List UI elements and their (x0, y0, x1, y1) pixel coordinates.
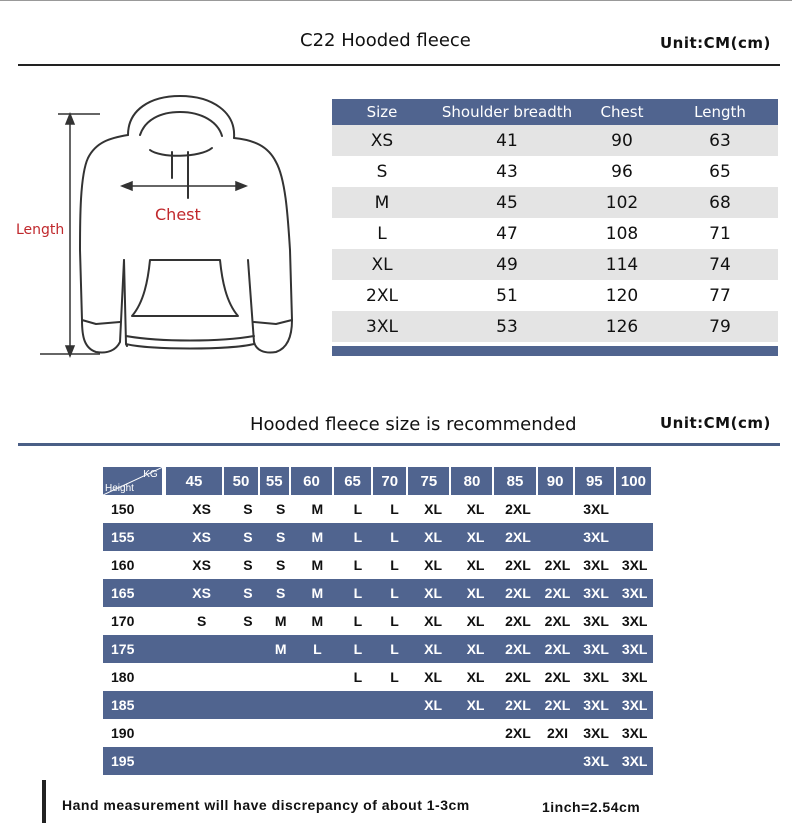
size-cell: 2XL (544, 641, 571, 657)
size-cell: M (311, 557, 324, 573)
size-cell: S (243, 613, 253, 629)
cell-shoulder: 53 (496, 316, 518, 337)
size-cell: L (353, 501, 363, 517)
cell-size: 3XL (366, 316, 398, 337)
size-cell: XL (424, 697, 443, 713)
chest-label: Chest (155, 205, 201, 224)
measurement-note: Hand measurement will have discrepancy of about 1-3cm (62, 797, 470, 813)
cell-size: L (377, 223, 387, 244)
size-cell: XL (466, 697, 485, 713)
size-cell: XS (192, 557, 211, 573)
height-label: 175 (111, 641, 135, 657)
recommend-grid-header (103, 467, 653, 495)
weight-header: 55 (260, 467, 289, 495)
corner-height-label: Height (105, 483, 134, 494)
size-cell: 2XL (544, 697, 571, 713)
size-cell: 2XL (505, 501, 531, 517)
size-cell: XL (424, 669, 443, 685)
size-cell: 3XL (583, 641, 609, 657)
size-cell: M (274, 613, 287, 629)
size-cell: M (311, 529, 324, 545)
grid-corner-cell (103, 467, 162, 495)
size-cell: XL (466, 669, 485, 685)
size-cell: XL (466, 641, 485, 657)
header-size: Size (366, 103, 398, 121)
table-row (103, 523, 653, 551)
height-label: 165 (111, 585, 135, 601)
size-cell: 2XL (505, 613, 531, 629)
weight-header: 85 (494, 467, 535, 495)
weight-header: 95 (575, 467, 614, 495)
footer-accent-bar (42, 780, 46, 823)
size-cell: L (390, 585, 399, 601)
weight-header: 45 (166, 467, 223, 495)
cell-chest: 126 (605, 316, 639, 337)
size-cell: M (274, 641, 287, 657)
size-cell: 3XL (621, 753, 648, 769)
weight-header: 75 (408, 467, 449, 495)
length-label: Length (16, 222, 65, 238)
size-cell: 3XL (583, 753, 609, 769)
size-cell: 2XL (505, 641, 531, 657)
size-cell: M (311, 585, 324, 601)
size-cell: L (390, 641, 399, 657)
size-cell: 2XL (544, 669, 571, 685)
table-row (103, 495, 653, 523)
size-cell: XL (424, 585, 443, 601)
size-cell: 3XL (583, 529, 609, 545)
cell-chest: 90 (611, 130, 633, 151)
size-cell: L (353, 613, 363, 629)
height-label: 190 (111, 725, 135, 741)
cell-shoulder: 45 (496, 192, 518, 213)
size-cell: 2XL (505, 697, 531, 713)
size-cell: 3XL (621, 557, 648, 573)
header-length: Length (694, 103, 746, 121)
cell-chest: 120 (605, 285, 639, 306)
cell-size: XL (371, 254, 393, 275)
size-cell: XL (424, 641, 443, 657)
size-chart-title: C22 Hooded fleece (300, 30, 471, 51)
weight-header: 70 (373, 467, 406, 495)
table-row (103, 551, 653, 579)
size-cell: XS (192, 501, 211, 517)
size-cell: L (353, 669, 363, 685)
size-cell: S (276, 501, 286, 517)
size-table-header (332, 99, 778, 125)
table-row (103, 691, 653, 719)
size-cell: S (276, 529, 286, 545)
size-cell: L (390, 529, 399, 545)
size-cell: 2XL (505, 557, 531, 573)
table-row (103, 579, 653, 607)
size-cell: L (353, 529, 363, 545)
recommend-grid-body (103, 495, 653, 775)
height-label: 160 (111, 557, 135, 573)
size-cell: XL (424, 613, 443, 629)
size-table (332, 99, 778, 356)
size-cell: 3XL (621, 725, 648, 741)
size-cell: 2XI (547, 725, 569, 741)
recommend-divider (18, 443, 780, 446)
size-cell: L (353, 557, 363, 573)
size-cell: XL (466, 585, 485, 601)
size-cell: 2XL (505, 669, 531, 685)
size-cell: 2XL (544, 613, 571, 629)
size-cell: S (196, 613, 207, 629)
size-cell: 3XL (583, 501, 609, 517)
height-label: 185 (111, 697, 135, 713)
size-cell: L (390, 669, 399, 685)
weight-header: 100 (616, 467, 651, 495)
size-cell: M (311, 501, 324, 517)
cell-chest: 96 (611, 161, 633, 182)
table-row (103, 719, 653, 747)
table-row (332, 280, 778, 311)
size-cell: 3XL (583, 669, 609, 685)
weight-header: 65 (334, 467, 371, 495)
size-cell: XS (192, 529, 211, 545)
header-shoulder: Shoulder breadth (441, 103, 573, 121)
size-cell: M (311, 613, 324, 629)
cell-length: 68 (709, 192, 731, 213)
size-cell: XL (466, 613, 485, 629)
height-label: 195 (111, 753, 135, 769)
weight-header: 80 (451, 467, 492, 495)
cell-length: 71 (709, 223, 731, 244)
recommend-grid (103, 467, 653, 775)
table-row (332, 156, 778, 187)
weight-header: 50 (224, 467, 257, 495)
cell-size: M (374, 192, 390, 213)
size-cell: S (243, 557, 253, 573)
size-cell: 3XL (583, 697, 609, 713)
size-cell: XL (424, 557, 443, 573)
cell-size: 2XL (366, 285, 398, 306)
cell-shoulder: 47 (496, 223, 518, 244)
size-cell: 2XL (505, 585, 531, 601)
size-cell: 3XL (621, 641, 648, 657)
table-row (103, 747, 653, 775)
size-cell: 3XL (583, 725, 609, 741)
size-cell: S (243, 501, 253, 517)
weight-header: 60 (291, 467, 332, 495)
height-label: 180 (111, 669, 135, 685)
size-cell: 3XL (621, 613, 648, 629)
size-table-body (332, 125, 778, 342)
size-cell: 3XL (583, 585, 609, 601)
cell-shoulder: 49 (496, 254, 518, 275)
section-divider (18, 64, 780, 66)
size-cell: L (353, 641, 363, 657)
cell-shoulder: 51 (496, 285, 518, 306)
size-cell: 3XL (621, 697, 648, 713)
table-row (332, 125, 778, 156)
size-cell: XL (466, 557, 485, 573)
size-cell: L (390, 613, 399, 629)
cell-chest: 114 (605, 254, 639, 275)
size-cell: S (276, 557, 286, 573)
cell-length: 74 (709, 254, 731, 275)
cell-shoulder: 41 (496, 130, 518, 151)
size-cell: XS (192, 585, 211, 601)
cell-shoulder: 43 (496, 161, 518, 182)
size-cell: 2XL (544, 585, 571, 601)
table-row (103, 607, 653, 635)
cell-length: 79 (709, 316, 731, 337)
size-cell: XL (424, 501, 443, 517)
size-cell: L (390, 501, 399, 517)
height-label: 155 (111, 529, 135, 545)
size-cell: L (353, 585, 363, 601)
cell-chest: 102 (605, 192, 639, 213)
height-label: 150 (111, 501, 135, 517)
size-cell: 2XL (544, 557, 571, 573)
cell-size: S (376, 161, 388, 182)
size-table-footer-bar (332, 346, 778, 356)
table-row (103, 663, 653, 691)
hoodie-diagram (0, 80, 320, 380)
weight-header: 90 (538, 467, 573, 495)
size-cell: S (243, 585, 253, 601)
table-row (332, 187, 778, 218)
cell-length: 65 (709, 161, 731, 182)
size-cell: XL (466, 529, 485, 545)
size-cell: L (390, 557, 399, 573)
size-cell: XL (466, 501, 485, 517)
recommend-unit: Unit:CM(cm) (660, 414, 771, 432)
size-cell: XL (424, 529, 443, 545)
table-row (332, 249, 778, 280)
cell-size: XS (370, 130, 394, 151)
table-row (332, 218, 778, 249)
size-cell: 3XL (621, 669, 648, 685)
top-border (0, 0, 792, 1)
corner-kg-label: KG (143, 469, 158, 480)
cell-length: 63 (709, 130, 731, 151)
size-cell: S (276, 585, 286, 601)
size-chart-unit: Unit:CM(cm) (660, 34, 771, 52)
table-row (332, 311, 778, 342)
recommend-title: Hooded fleece size is recommended (250, 414, 577, 435)
size-cell: 2XL (505, 725, 531, 741)
size-cell: 3XL (583, 613, 609, 629)
size-cell: 2XL (505, 529, 531, 545)
size-cell: L (313, 641, 322, 657)
size-cell: 3XL (583, 557, 609, 573)
cell-chest: 108 (605, 223, 639, 244)
cell-length: 77 (709, 285, 731, 306)
inch-conversion: 1inch=2.54cm (542, 799, 641, 815)
size-cell: 3XL (621, 585, 648, 601)
height-label: 170 (111, 613, 135, 629)
table-row (103, 635, 653, 663)
header-chest: Chest (600, 103, 644, 121)
size-cell: S (243, 529, 253, 545)
